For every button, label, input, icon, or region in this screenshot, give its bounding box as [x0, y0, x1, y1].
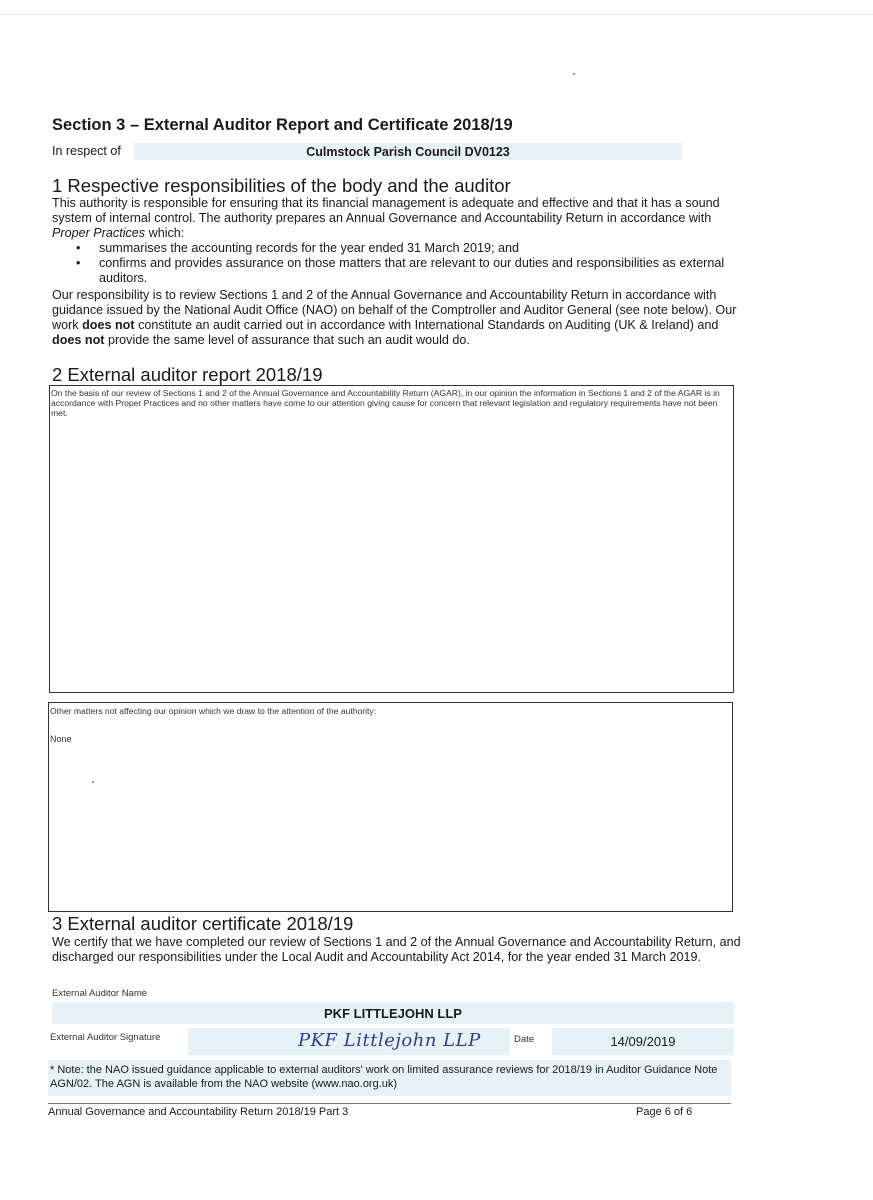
section2-heading: 2 External auditor report 2018/19 [52, 364, 323, 385]
footer-divider [48, 1103, 731, 1104]
section1-bullet-list [76, 241, 736, 286]
text-fragment: which: [145, 226, 185, 240]
auditor-name-value: PKF LITTLEJOHN LLP [324, 1006, 462, 1021]
page-title: Section 3 – External Auditor Report and Certificate 2018/19 [52, 116, 513, 134]
bullet-text: confirms and provides assurance on those matters that are relevant to our duties and responsibilities as external auditors. [99, 256, 725, 285]
footer-document-title: Annual Governance and Accountability Return 2018/19 Part 3 [48, 1106, 349, 1118]
handwritten-signature: PKF Littlejohn LLP [298, 1030, 481, 1051]
other-matters-label: Other matters not affecting our opinion which we draw to the attention of the authority: [50, 706, 377, 716]
section1-paragraph-2 [52, 288, 742, 348]
text-fragment: constitute an audit carried out in accordance with International Standards on Auditing (UK & Ireland) and [134, 318, 719, 332]
bullet-text: summarises the accounting records for the year ended 31 March 2019; and [99, 241, 520, 255]
in-respect-of-label: In respect of [52, 144, 121, 158]
text-bold: does not [82, 318, 135, 332]
text-emphasis: Proper Practices [52, 226, 146, 240]
bullet-icon: • [76, 241, 81, 255]
in-respect-of-value: Culmstock Parish Council DV0123 [306, 145, 510, 159]
other-matters-value: None [50, 734, 72, 744]
date-label: Date [514, 1034, 535, 1045]
section1-paragraph-1 [52, 196, 742, 241]
auditor-opinion-box [49, 385, 734, 693]
bullet-item [76, 256, 736, 286]
auditor-name-label: External Auditor Name [52, 988, 148, 999]
section1-heading: 1 Respective responsibilities of the body and the auditor [52, 175, 511, 196]
auditor-signature-label: External Auditor Signature [50, 1032, 161, 1043]
footer-page-number: Page 6 of 6 [636, 1106, 693, 1118]
text-fragment: Our responsibility is to review Sections 1 and 2 of the Annual Governance and Accountability Return in accordance with guidance issued by the National Audit Office (NAO) on behalf of the Comptroller and Auditor General (see note below). Our work [52, 288, 737, 332]
nao-note-text: * Note: the NAO issued guidance applicable to external auditors' work on limited assurance reviews for 2018/19 in Auditor Guidance Note AGN/02. The AGN is available from the NAO website (www.nao.org.uk) [50, 1064, 718, 1090]
date-value: 14/09/2019 [610, 1034, 676, 1049]
page-top-edge [0, 0, 873, 15]
scan-speck [573, 73, 575, 75]
text-fragment: provide the same level of assurance that such an audit would do. [104, 333, 470, 347]
section3-certificate-text: We certify that we have completed our review of Sections 1 and 2 of the Annual Governance and Accountability Return, and discharged our responsibilities under the Local Audit and Accountability Act 2014, for the year ended 31 March 2019. [52, 935, 741, 964]
text-fragment: This authority is responsible for ensuring that its financial management is adequate and effective and that it has a sound system of internal control. The authority prepares an Annual Governance and Accountability Return in accordance with [52, 196, 720, 225]
bullet-item [76, 241, 736, 256]
other-matters-box [48, 702, 733, 912]
text-bold: does not [52, 333, 105, 347]
bullet-icon: • [76, 256, 81, 270]
auditor-opinion-text: On the basis of our review of Sections 1 and 2 of the Annual Governance and Accountability Return (AGAR), in our opinion the information in Sections 1 and 2 of the AGAR is in accordance with Proper Practices and no other matters have come to our attention giving cause for concern that relevant legislation and regulatory requirements have not been met. [51, 388, 720, 418]
section3-heading: 3 External auditor certificate 2018/19 [52, 913, 354, 934]
